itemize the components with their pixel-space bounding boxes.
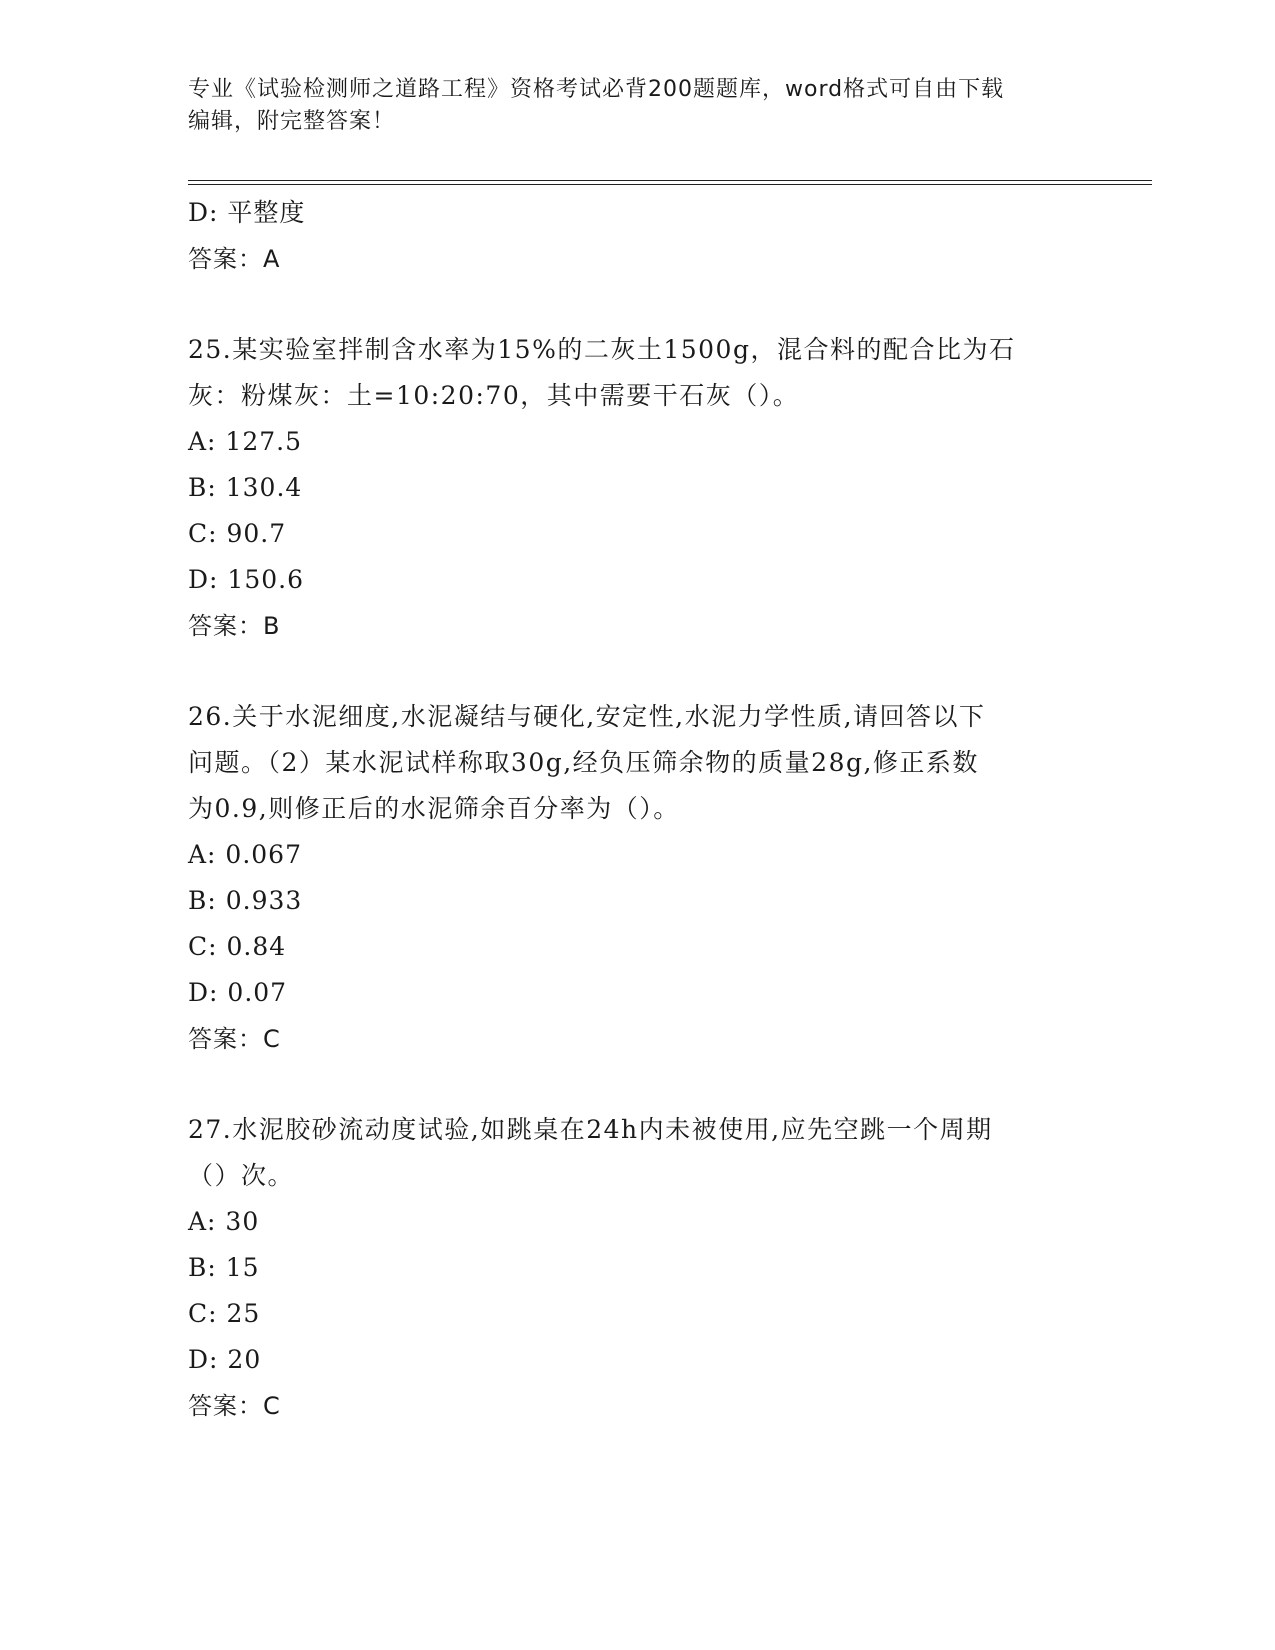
previous-answer: 答案：A — [188, 245, 281, 273]
question-text-line: 26.关于水泥细度,水泥凝结与硬化,安定性,水泥力学性质,请回答以下 — [188, 702, 986, 731]
spacer — [188, 649, 1088, 694]
option-a: A: 0.067 — [188, 840, 302, 869]
option-a: A: 30 — [188, 1207, 260, 1236]
option-c: C: 0.84 — [188, 932, 287, 961]
option-b: B: 0.933 — [188, 886, 303, 915]
question-text-line: 灰：粉煤灰：土=10:20:70，其中需要干石灰（）。 — [188, 381, 800, 410]
answer: 答案：C — [188, 1025, 281, 1053]
header-title-line-2: 编辑，附完整答案！ — [188, 109, 396, 134]
question-text-line: 为0.9,则修正后的水泥筛余百分率为（）。 — [188, 794, 680, 823]
answer: 答案：B — [188, 612, 281, 640]
option-c: C: 25 — [188, 1299, 261, 1328]
option-c: C: 90.7 — [188, 519, 287, 548]
option-d: D: 0.07 — [188, 978, 288, 1007]
question-text-line: 问题。（2）某水泥试样称取30g,经负压筛余物的质量28g,修正系数 — [188, 748, 979, 777]
option-a: A: 127.5 — [188, 427, 302, 456]
option-b: B: 15 — [188, 1253, 260, 1282]
option-d: D: 20 — [188, 1345, 262, 1374]
previous-option-d: D: 平整度 — [188, 198, 306, 227]
header-divider-bottom — [188, 184, 1152, 185]
spacer — [188, 282, 1088, 327]
document-header — [188, 74, 1088, 138]
question-27 — [188, 1107, 1088, 1429]
answer: 答案：C — [188, 1392, 281, 1420]
option-d: D: 150.6 — [188, 565, 304, 594]
question-25 — [188, 327, 1088, 649]
option-b: B: 130.4 — [188, 473, 303, 502]
header-title-line-1: 专业《试验检测师之道路工程》资格考试必背200题题库，word格式可自由下载 — [188, 77, 1005, 102]
spacer — [188, 1062, 1088, 1107]
header-divider-top — [188, 180, 1152, 181]
question-text-line: （）次。 — [188, 1161, 295, 1190]
question-text-line: 27.水泥胶砂流动度试验,如跳桌在24h内未被使用,应先空跳一个周期 — [188, 1115, 993, 1144]
question-content — [188, 190, 1088, 1429]
question-text-line: 25.某实验室拌制含水率为15%的二灰土1500g，混合料的配合比为石 — [188, 335, 1016, 364]
question-26 — [188, 694, 1088, 1062]
